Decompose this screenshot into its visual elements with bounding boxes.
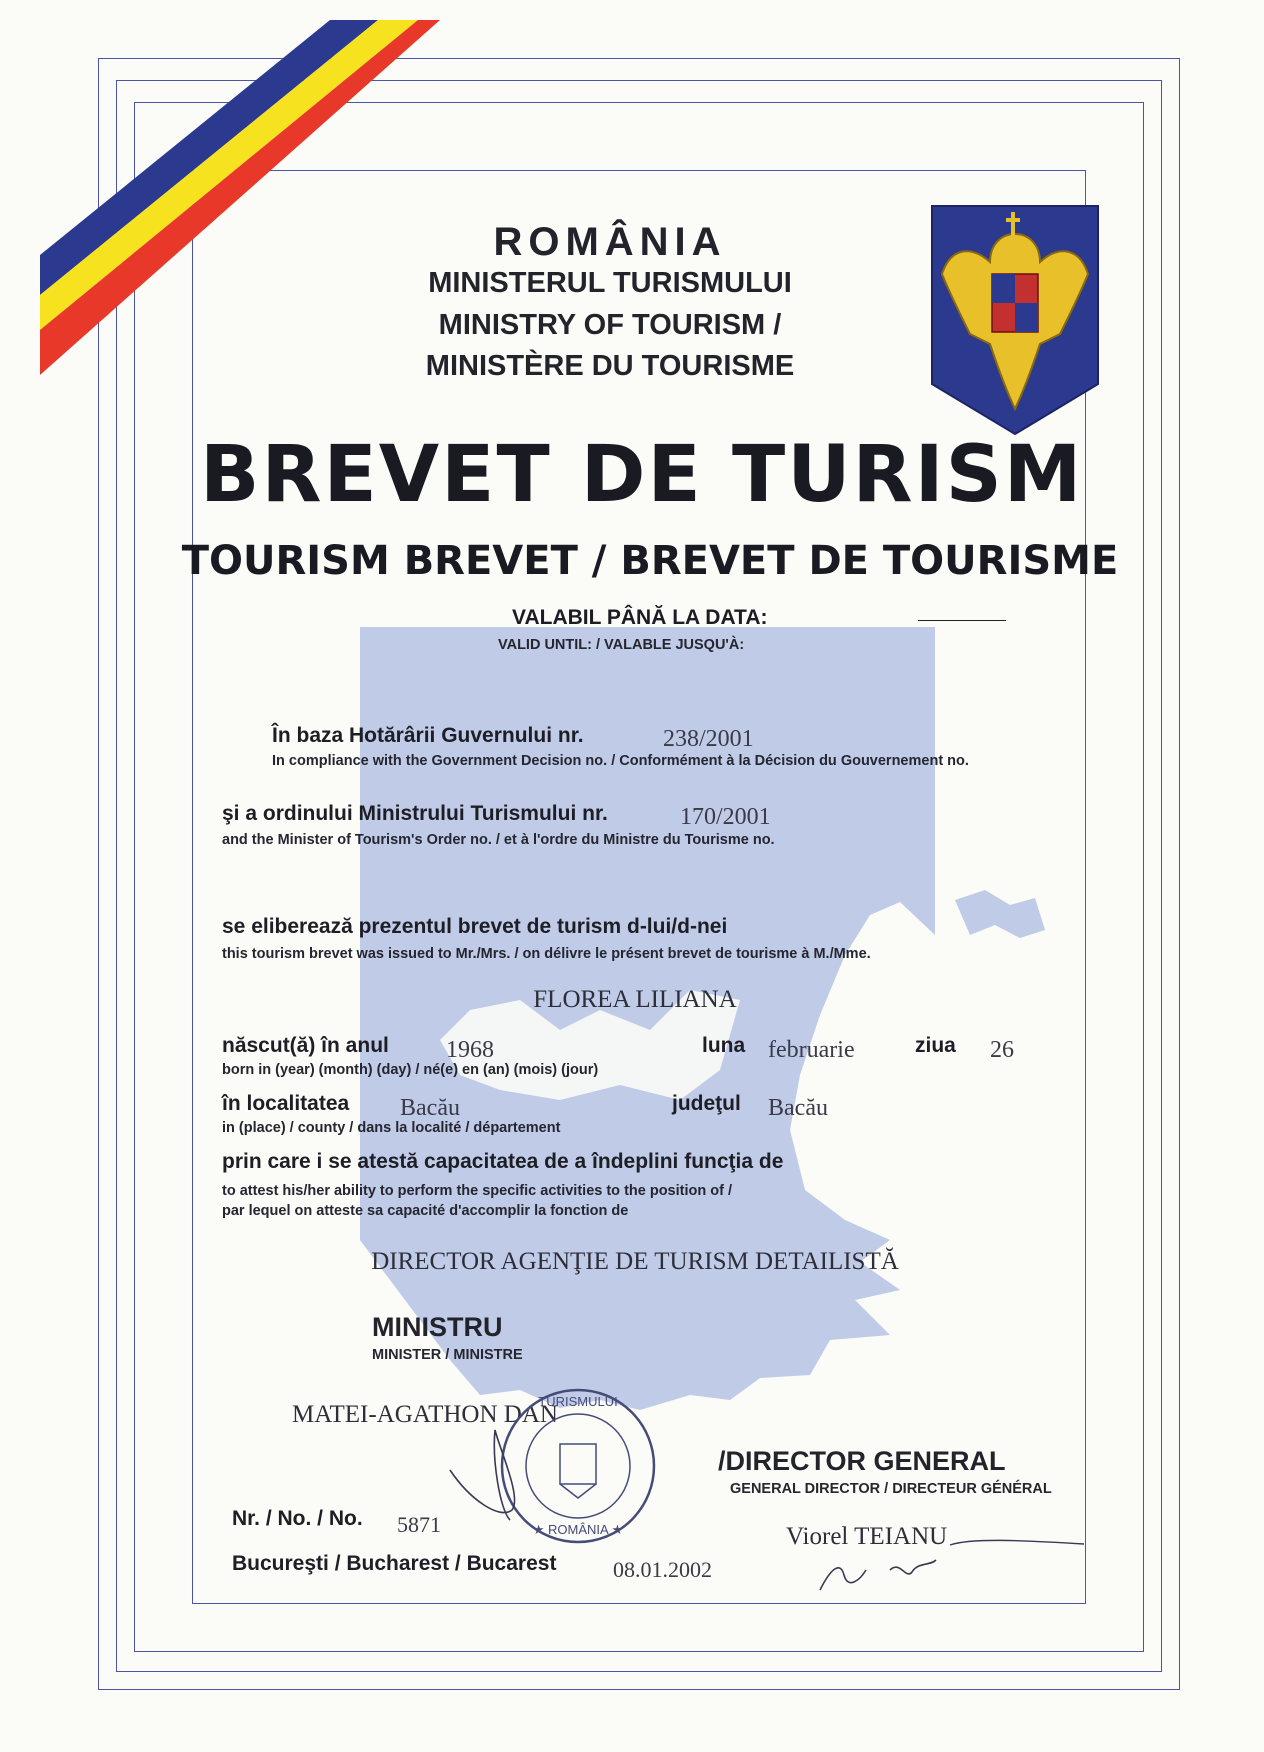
validity-label-alt: VALID UNTIL: / VALABLE JUSQU'À:	[498, 637, 745, 653]
capacity-label-alt-en: to attest his/her ability to perform the specific activities to the position of /	[222, 1183, 732, 1199]
ministry-name-en: MINISTRY OF TOURISM /	[438, 309, 782, 341]
director-name: Viorel TEIANU	[786, 1523, 948, 1550]
place-label-alt: in (place) / county / dans la localité / département	[222, 1120, 561, 1136]
director-signature	[800, 1500, 1100, 1600]
director-title: /DIRECTOR GENERAL	[718, 1446, 1006, 1476]
minister-signature	[440, 1420, 560, 1530]
minister-title: MINISTRU	[372, 1312, 503, 1342]
order-label-alt: and the Minister of Tourism's Order no. / et à l'ordre du Ministre du Tourisme no.	[222, 832, 775, 848]
document-subtitle: TOURISM BREVET / BREVET DE TOURISME	[181, 538, 1119, 584]
decision-label-alt: In compliance with the Government Decision no. / Conformément à la Décision du Gouvernement no.	[272, 753, 969, 769]
coat-of-arms-emblem	[930, 204, 1100, 436]
country-name: ROMÂNIA	[493, 220, 727, 264]
county-label: judeţul	[672, 1092, 741, 1115]
capacity-label-alt-fr: par lequel on atteste sa capacité d'accomplir la fonction de	[222, 1203, 629, 1219]
birth-year-label: născut(ă) în anul	[222, 1034, 389, 1057]
order-number: 170/2001	[680, 804, 771, 830]
ministry-name-fr: MINISTÈRE DU TOURISME	[425, 350, 795, 382]
holder-name: FLOREA LILIANA	[533, 986, 737, 1013]
order-label: şi a ordinului Ministrului Turismului nr.	[222, 802, 608, 825]
birth-month-label: luna	[702, 1034, 746, 1057]
birth-day-label: ziua	[915, 1034, 956, 1057]
decision-number: 238/2001	[663, 726, 754, 752]
locality-label: în localitatea	[222, 1092, 350, 1115]
birth-day: 26	[990, 1037, 1014, 1063]
issued-label: se eliberează prezentul brevet de turism d-lui/d-nei	[222, 915, 728, 938]
number-label: Nr. / No. / No.	[232, 1507, 363, 1530]
county-value: Bacău	[768, 1095, 828, 1121]
birth-month: februarie	[768, 1037, 855, 1063]
ministry-name-ro: MINISTERUL TURISMULUI	[428, 267, 792, 299]
validity-label: VALABIL PÂNĂ LA DATA:	[512, 606, 768, 629]
director-title-alt: GENERAL DIRECTOR / DIRECTEUR GÉNÉRAL	[730, 1481, 1052, 1497]
birth-year: 1968	[446, 1037, 494, 1063]
number-value: 5871	[397, 1512, 441, 1537]
validity-value-line	[918, 620, 1006, 621]
position-title: DIRECTOR AGENŢIE DE TURISM DETAILISTĂ	[371, 1248, 899, 1275]
svg-text:TURISMULUI: TURISMULUI	[538, 1394, 618, 1409]
issue-place-label: Bucureşti / Bucharest / Bucarest	[232, 1552, 557, 1575]
minister-name: MATEI-AGATHON DAN	[292, 1401, 558, 1428]
document-title: BREVET DE TURISM	[200, 430, 1084, 520]
capacity-label: prin care i se atestă capacitatea de a îndeplini funcţia de	[222, 1150, 784, 1173]
locality-value: Bacău	[400, 1095, 460, 1121]
birth-label-alt: born in (year) (month) (day) / né(e) en (an) (mois) (jour)	[222, 1062, 599, 1078]
svg-text:★ ROMÂNIA ★: ★ ROMÂNIA ★	[532, 1522, 624, 1537]
decision-label: În baza Hotărârii Guvernului nr.	[272, 724, 584, 747]
minister-title-alt: MINISTER / MINISTRE	[372, 1347, 523, 1363]
issue-date: 08.01.2002	[613, 1557, 712, 1582]
issued-label-alt: this tourism brevet was issued to Mr./Mrs. / on délivre le présent brevet de tourisme à M./Mme.	[222, 946, 871, 962]
